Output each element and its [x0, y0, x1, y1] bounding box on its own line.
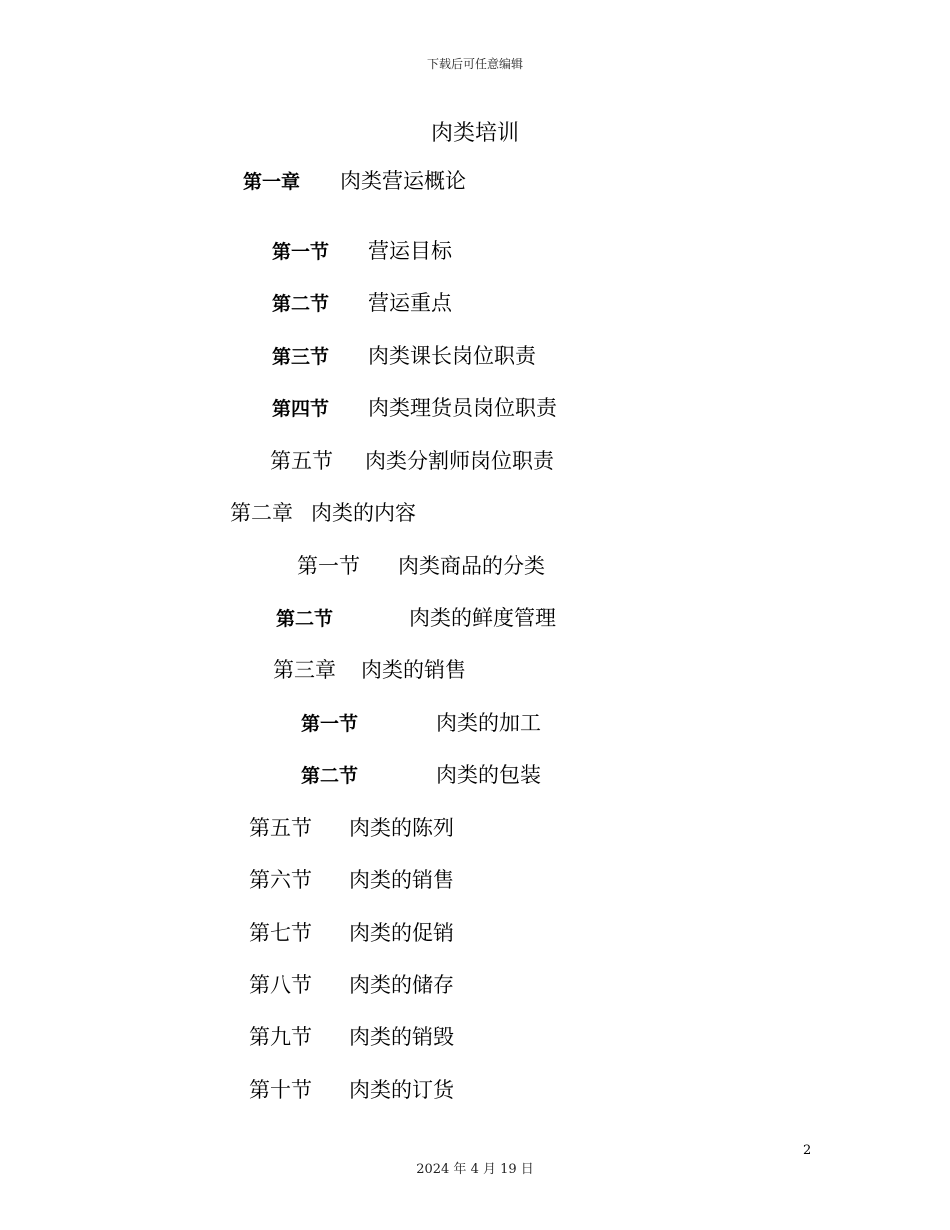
toc-entry — [273, 657, 466, 683]
toc-label: 第五节 — [270, 449, 333, 473]
toc-text: 肉类课长岗位职责 — [368, 344, 536, 368]
toc-entry — [272, 395, 557, 422]
toc-text: 肉类商品的分类 — [398, 554, 545, 578]
toc-text: 肉类的销售 — [361, 658, 466, 682]
toc-text: 肉类的销售 — [349, 868, 454, 892]
toc-label: 第八节 — [249, 973, 312, 997]
document-title: 肉类培训 — [430, 121, 519, 146]
toc-text: 肉类营运概论 — [340, 169, 466, 193]
toc-label: 第一节 — [297, 554, 360, 578]
toc-text: 营运目标 — [368, 239, 452, 263]
toc-entry — [272, 343, 536, 370]
toc-text: 肉类的陈列 — [349, 816, 454, 840]
toc-text: 肉类的订货 — [349, 1078, 454, 1102]
toc-label: 第一章 — [243, 171, 301, 193]
toc-label: 第一节 — [272, 241, 330, 263]
toc-entry — [249, 1024, 454, 1050]
toc-text: 肉类的促销 — [349, 921, 454, 945]
toc-text: 肉类分割师岗位职责 — [365, 449, 554, 473]
toc-label: 第十节 — [249, 1078, 312, 1102]
toc-entry — [249, 867, 454, 893]
toc-text: 营运重点 — [368, 291, 452, 315]
toc-entry — [230, 500, 416, 526]
toc-label: 第二章 — [230, 501, 293, 525]
page-number: 2 — [803, 1143, 812, 1158]
toc-label: 第二节 — [272, 293, 330, 315]
toc-label: 第三章 — [273, 658, 336, 682]
toc-text: 肉类理货员岗位职责 — [368, 396, 557, 420]
toc-label: 第二节 — [301, 765, 359, 787]
toc-label: 第二节 — [276, 608, 334, 630]
toc-text: 肉类的储存 — [349, 973, 454, 997]
toc-entry — [276, 605, 556, 632]
toc-entry — [249, 972, 454, 998]
toc-text: 肉类的内容 — [311, 501, 416, 525]
toc-entry — [297, 553, 545, 579]
toc-text: 肉类的包装 — [436, 763, 541, 787]
toc-text: 肉类的加工 — [436, 711, 541, 735]
toc-text: 肉类的鲜度管理 — [409, 606, 556, 630]
toc-entry — [243, 168, 466, 195]
footer-date: 2024 年 4 月 19 日 — [416, 1162, 534, 1177]
page-header: 下载后可任意编辑 — [426, 57, 523, 71]
toc-label: 第七节 — [249, 921, 312, 945]
toc-label: 第六节 — [249, 868, 312, 892]
toc-label: 第五节 — [249, 816, 312, 840]
toc-entry — [301, 762, 541, 789]
toc-label: 第三节 — [272, 346, 330, 368]
toc-entry — [249, 815, 454, 841]
toc-label: 第四节 — [272, 398, 330, 420]
toc-text: 肉类的销毁 — [349, 1025, 454, 1049]
toc-entry — [249, 920, 454, 946]
toc-entry — [272, 290, 452, 317]
toc-label: 第一节 — [301, 713, 359, 735]
toc-entry — [270, 448, 554, 474]
toc-entry — [272, 238, 452, 265]
toc-entry — [249, 1077, 454, 1103]
toc-entry — [301, 710, 541, 737]
toc-label: 第九节 — [249, 1025, 312, 1049]
